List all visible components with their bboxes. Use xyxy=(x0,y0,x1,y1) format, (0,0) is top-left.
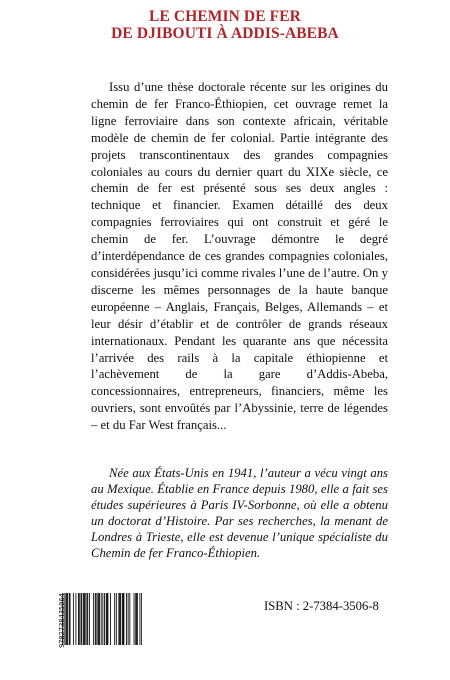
barcode-bar xyxy=(126,593,127,645)
barcode-bar xyxy=(79,593,80,645)
barcode-bar xyxy=(65,593,66,645)
barcode-bar xyxy=(123,593,124,645)
barcode-digits: 9782738435064 xyxy=(58,593,66,648)
barcode-bar xyxy=(135,593,136,645)
barcode-bar xyxy=(101,593,102,645)
barcode-bar xyxy=(81,593,82,645)
barcode-bar xyxy=(75,593,76,645)
barcode-bar xyxy=(128,593,129,645)
barcode-bar xyxy=(95,593,96,645)
barcode-bar xyxy=(129,593,130,645)
barcode-bar xyxy=(116,593,117,645)
description-text: Issu d’une thèse doctorale récente sur les origines du chemin de fer Franco-Éthiopien, cet ouvrage remet la ligne ferroviaire dans son contexte africain, véritable modèle de chemin de fer colonial. Partie intégrante des projets transcontinentaux des grandes compagnies coloniales au cours du dernier quart du XIXe siècle, ce chemin de fer est présenté sous ses deux angles : technique et financier. Examen détaillé des deux compagnies ferroviaires qui ont construit et géré le chemin de fer. L’ouvrage démontre le degré d’interdépendance de ces grandes compagnies coloniales, considérées jusqu’ici comme rivales l’une de l’autre. On y discerne les mêmes personnages de la haute banque européenne – Anglais, Français, Belges, Allemands – et leur désir d’établir et de contrôler de grands réseaux internationaux. Pendant les quarante ans que nécessita l’arrivée des rails à la capitale éthiopienne et l’achèvement de la gare d’Addis-Abeba, concessionnaires, entrepreneurs, financiers, même les ouvriers, sont envoûtés par l’Abyssinie, terre de légendes – et du Far West français... xyxy=(91,80,388,433)
barcode-bar xyxy=(87,593,88,645)
author-bio xyxy=(91,465,388,561)
barcode-bar xyxy=(134,593,135,645)
barcode-bar xyxy=(107,593,108,645)
barcode-bar xyxy=(122,593,123,645)
barcode-image xyxy=(62,593,142,645)
barcode-bar xyxy=(62,593,63,645)
barcode-bar xyxy=(107,593,108,645)
barcode-bar xyxy=(83,593,84,645)
barcode-bar xyxy=(99,593,100,645)
barcode-bars xyxy=(62,593,142,645)
barcode-bar xyxy=(67,593,68,645)
barcode-bar xyxy=(104,593,105,645)
barcode-bar xyxy=(78,593,79,645)
barcode-bar xyxy=(70,593,71,645)
barcode-bar xyxy=(93,593,94,645)
barcode-bar xyxy=(110,593,111,645)
title-line-1: LE CHEMIN DE FER xyxy=(149,8,301,25)
barcode-bar xyxy=(69,593,70,645)
barcode-bar xyxy=(85,593,86,645)
barcode-bar xyxy=(118,593,119,645)
barcode-bar xyxy=(89,593,90,645)
barcode-bar xyxy=(84,593,85,645)
author-bio-text: Née aux États-Unis en 1941, l’auteur a vécu vingt ans au Mexique. Établie en France depuis 1980, elle a fait ses études supérieures à Paris IV-Sorbonne, où elle a obtenu un doctorat d’Histoire. Par ses recherches, la menant de Londres à Trieste, elle est devenue l’unique spécialiste du Chemin de fer Franco-Éthiopien. xyxy=(91,466,388,560)
barcode-bar xyxy=(114,593,115,645)
book-title xyxy=(0,8,450,42)
barcode-bar xyxy=(137,593,138,645)
barcode-bar xyxy=(136,593,137,645)
barcode-bar xyxy=(120,593,121,645)
barcode-bar xyxy=(66,593,67,645)
barcode-bar xyxy=(141,593,142,645)
barcode-bar xyxy=(102,593,103,645)
barcode-bar xyxy=(96,593,97,645)
title-line-2: DE DJIBOUTI À ADDIS-ABEBA xyxy=(111,25,339,42)
barcode-bar xyxy=(81,593,82,645)
barcode-bar xyxy=(73,593,74,645)
barcode-bar xyxy=(139,593,140,645)
barcode-bar xyxy=(106,593,107,645)
isbn-label: ISBN : 2-7384-3506-8 xyxy=(264,599,379,613)
barcode-bar xyxy=(64,593,65,645)
barcode-bar xyxy=(97,593,98,645)
barcode-bar xyxy=(119,593,120,645)
barcode-bar xyxy=(123,593,124,645)
barcode-bar xyxy=(98,593,99,645)
barcode-bar xyxy=(86,593,87,645)
book-description xyxy=(91,79,388,434)
